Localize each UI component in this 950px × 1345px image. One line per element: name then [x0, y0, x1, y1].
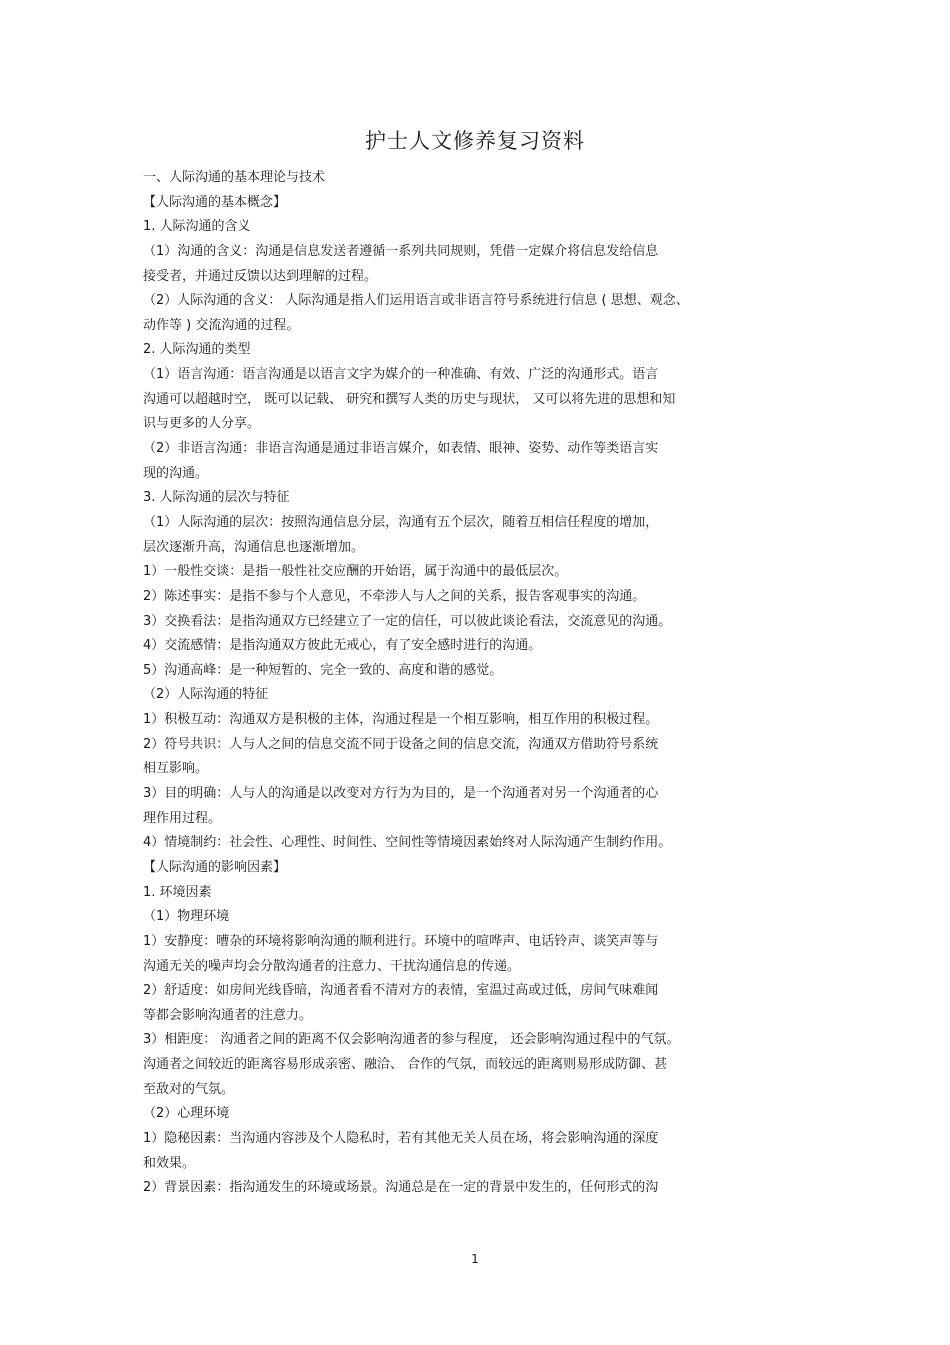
- text-line: （2）心理环境: [143, 1106, 230, 1122]
- text-line: 动作等 ) 交流沟通的过程。: [143, 317, 300, 333]
- text-line: 2. 人际沟通的类型: [143, 342, 251, 358]
- text-line: （2）人际沟通的特征: [143, 687, 269, 703]
- text-line: 4）交流感情：是指沟通双方彼此无戒心，有了安全感时进行的沟通。: [143, 638, 542, 654]
- text-line: 1）安静度：嘈杂的环境将影响沟通的顺利进行。环境中的喧哗声、电话铃声、谈笑声等与: [143, 933, 659, 949]
- text-line: 2）符号共识：人与人之间的信息交流不同于设备之间的信息交流，沟通双方借助符号系统: [143, 736, 659, 752]
- text-line: 识与更多的人分享。: [143, 416, 261, 432]
- text-line: 1. 人际沟通的含义: [143, 219, 251, 235]
- text-line: 2）陈述事实：是指不参与个人意见，不牵涉人与人之间的关系，报告客观事实的沟通。: [143, 588, 646, 604]
- text-line: 【人际沟通的基本概念】: [143, 194, 287, 210]
- text-line: 沟通可以超越时空， 既可以记载、 研究和撰写人类的历史与现状， 又可以将先进的思想和知: [143, 391, 676, 407]
- text-line: （1）沟通的含义：沟通是信息发送者遵循一系列共同规则，凭借一定媒介将信息发给信息: [143, 243, 659, 259]
- text-line: 3. 人际沟通的层次与特征: [143, 490, 290, 506]
- text-line: 2）背景因素：指沟通发生的环境或场景。沟通总是在一定的背景中发生的，任何形式的沟: [143, 1180, 659, 1196]
- text-line: （2）人际沟通的含义： 人际沟通是指人们运用语言或非语言符号系统进行信息 ( 思想、观念、: [143, 293, 689, 309]
- text-line: （1）人际沟通的层次：按照沟通信息分层，沟通有五个层次，随着互相信任程度的增加，: [143, 514, 659, 530]
- text-line: 和效果。: [143, 1155, 196, 1171]
- text-line: 5）沟通高峰：是一种短暂的、完全一致的、高度和谐的感觉。: [143, 662, 503, 678]
- page-number: 1: [471, 1252, 479, 1266]
- text-line: （1）语言沟通：语言沟通是以语言文字为媒介的一种准确、有效、广泛的沟通形式。语言: [143, 367, 659, 383]
- text-line: 沟通者之间较近的距离容易形成亲密、融洽、 合作的气氛，而较远的距离则易形成防御、甚: [143, 1057, 668, 1073]
- text-line: 3）相距度： 沟通者之间的距离不仅会影响沟通者的参与程度， 还会影响沟通过程中的气氛。: [143, 1032, 680, 1048]
- text-line: 1）隐秘因素：当沟通内容涉及个人隐私时，若有其他无关人员在场，将会影响沟通的深度: [143, 1130, 659, 1146]
- text-line: 相互影响。: [143, 761, 209, 777]
- text-line: 1）积极互动：沟通双方是积极的主体，沟通过程是一个相互影响，相互作用的积极过程。: [143, 712, 659, 728]
- text-line: 至敌对的气氛。: [143, 1081, 235, 1097]
- text-line: 【人际沟通的影响因素】: [143, 859, 287, 875]
- text-line: 现的沟通。: [143, 465, 209, 481]
- text-line: 等都会影响沟通者的注意力。: [143, 1007, 313, 1023]
- document-title: 护士人文修养复习资料: [365, 129, 585, 153]
- document-body: [143, 166, 823, 1201]
- text-line: 接受者，并通过反馈以达到理解的过程。: [143, 268, 378, 284]
- text-line: 层次逐渐升高，沟通信息也逐渐增加。: [143, 539, 365, 555]
- text-line: 3）交换看法：是指沟通双方已经建立了一定的信任，可以彼此谈论看法，交流意见的沟通。: [143, 613, 672, 629]
- text-line: 2）舒适度：如房间光线昏暗，沟通者看不清对方的表情，室温过高或过低，房间气味难闻: [143, 983, 659, 999]
- text-line: （1）物理环境: [143, 909, 230, 925]
- text-line: 一、人际沟通的基本理论与技术: [143, 170, 326, 185]
- text-line: 1）一般性交谈：是指一般性社交应酬的开始语，属于沟通中的最低层次。: [143, 564, 568, 580]
- text-line: 沟通无关的噪声均会分散沟通者的注意力、干扰沟通信息的传递。: [143, 958, 521, 974]
- text-line: 1. 环境因素: [143, 884, 212, 900]
- text-line: 4）情境制约：社会性、心理性、时间性、空间性等情境因素始终对人际沟通产生制约作用。: [143, 835, 672, 851]
- text-line: 3）目的明确：人与人的沟通是以改变对方行为为目的，是一个沟通者对另一个沟通者的心: [143, 786, 659, 802]
- text-line: （2）非语言沟通：非语言沟通是通过非语言媒介，如表情、眼神、姿势、动作等类语言实: [143, 441, 659, 457]
- text-line: 理作用过程。: [143, 810, 222, 826]
